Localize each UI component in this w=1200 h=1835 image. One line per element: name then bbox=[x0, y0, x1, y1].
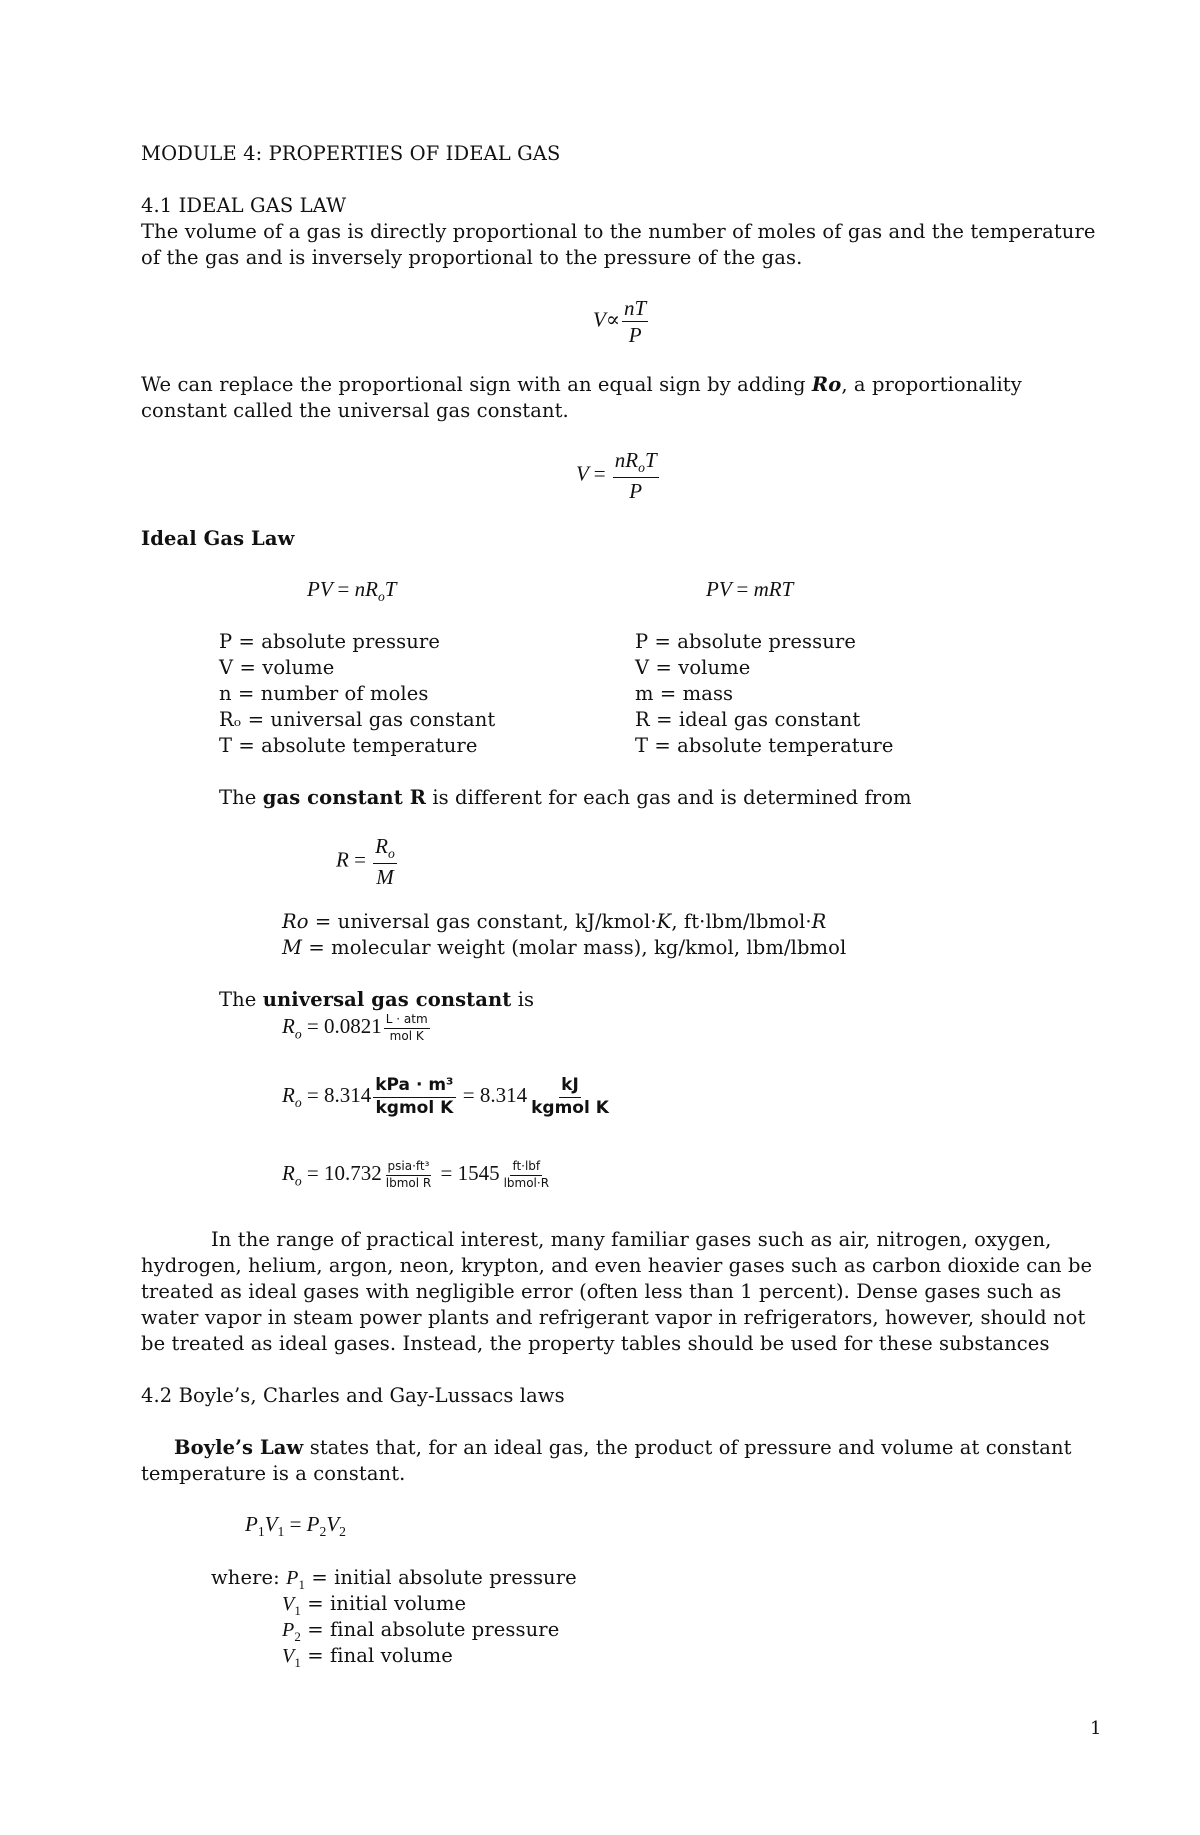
where-label: where: bbox=[211, 1566, 287, 1589]
right-def-1: P = absolute pressure bbox=[635, 630, 856, 653]
univ-a: The bbox=[219, 988, 263, 1011]
universal-constant-sentence bbox=[219, 987, 534, 1013]
proportionality-equation: V∝ $\frac{nT}{P}$ bbox=[593, 296, 647, 348]
where-line-3: $P_2$ = final absolute pressure bbox=[282, 1618, 560, 1644]
section-heading-gas-laws: 4.2 Boyle’s, Charles and Gay-Lussacs laws bbox=[141, 1384, 565, 1407]
ro-unit-1-den: mol K bbox=[389, 1028, 424, 1043]
where-line-4: $V_1$ = final volume bbox=[282, 1644, 453, 1670]
right-def-3: m = mass bbox=[635, 682, 734, 705]
paragraph-line-5: be treated as ideal gases. Instead, the property tables should be used for these substances bbox=[141, 1332, 1050, 1355]
right-def-5: T = absolute temperature bbox=[635, 734, 894, 757]
univ-b: is bbox=[511, 988, 535, 1011]
where-def-1: = initial absolute pressure bbox=[305, 1566, 577, 1589]
left-def-1: P = absolute pressure bbox=[219, 630, 440, 653]
boyle-text-1: states that, for an ideal gas, the product of pressure and volume at constant bbox=[303, 1436, 1072, 1459]
ro-value-equation-3: $R_o = 10.732$ $\frac{\text{psia·ft³}}{\text{lbmol R}}$ = 1545 $\frac{\text{ft·lbf}}{\text{lbmol·R}}$ bbox=[282, 1159, 550, 1190]
m-definition bbox=[282, 935, 846, 961]
ro-value-3b: 1545 bbox=[457, 1161, 500, 1186]
ro-symbol-text: Ro bbox=[811, 373, 842, 396]
equation-pv-mrt: PV = mRT bbox=[706, 577, 794, 601]
replace-text-b: , a proportionality bbox=[841, 373, 1022, 396]
boyle-equation: $P_1V_1 = P_2V_2$ bbox=[245, 1512, 346, 1540]
right-def-2: V = volume bbox=[635, 656, 751, 679]
ro-unit-3-num: psia·ft³ bbox=[386, 1160, 432, 1176]
ro-def-r: R bbox=[811, 910, 827, 933]
equation-pv-nrt: PV = $nR_oT$ bbox=[307, 577, 397, 605]
where-def-2: = initial volume bbox=[300, 1592, 467, 1615]
where-def-3: = final absolute pressure bbox=[300, 1618, 560, 1641]
ro-definition bbox=[282, 909, 826, 935]
ro-unit-3b-num: ft·lbf bbox=[510, 1160, 542, 1176]
ro-def-text: = universal gas constant, kJ/kmol· bbox=[308, 910, 657, 933]
gas-constant-equation: R = $\frac{R_o}{M}$ bbox=[336, 834, 395, 889]
left-def-5: T = absolute temperature bbox=[219, 734, 478, 757]
page-title: MODULE 4: PROPERTIES OF IDEAL GAS bbox=[141, 142, 561, 165]
gas-constant-sentence bbox=[219, 785, 912, 811]
ro-unit-2-num: kPa · m³ bbox=[373, 1076, 455, 1098]
boyle-law-bold: Boyle’s Law bbox=[174, 1436, 304, 1459]
left-def-2: V = volume bbox=[219, 656, 335, 679]
where-def-4: = final volume bbox=[300, 1644, 453, 1667]
intro-text-line-2: of the gas and is inversely proportional to the pressure of the gas. bbox=[141, 246, 803, 269]
paragraph-line-1: In the range of practical interest, many familiar gases such as air, nitrogen, oxygen, bbox=[211, 1228, 1052, 1251]
ro-value-3: 10.732 bbox=[324, 1161, 382, 1186]
intro-text-line-1: The volume of a gas is directly proportional to the number of moles of gas and the temperature bbox=[141, 220, 1096, 243]
univ-bold: universal gas constant bbox=[262, 988, 512, 1011]
ro-unit-2b-den: kgmol K bbox=[531, 1097, 609, 1118]
boyle-line-2: temperature is a constant. bbox=[141, 1462, 406, 1485]
ro-value-2b: 8.314 bbox=[479, 1082, 528, 1107]
right-def-4: R = ideal gas constant bbox=[635, 708, 861, 731]
ro-unit-3b-den: lbmol·R bbox=[503, 1175, 550, 1190]
gas-constant-b: is different for each gas and is determined from bbox=[426, 786, 912, 809]
gas-constant-a: The bbox=[219, 786, 263, 809]
replace-text-line-2: constant called the universal gas constant. bbox=[141, 399, 569, 422]
ro-value-equation-2: $R_o = 8.314$ $\frac{\text{kPa · m³}}{\text{kgmol K}}$ = 8.314 $\frac{kJ}{\text{kgmol K}}$ bbox=[282, 1075, 609, 1118]
ro-def-text2: , ft·lbm/lbmol· bbox=[671, 910, 812, 933]
left-def-3: n = number of moles bbox=[219, 682, 429, 705]
ro-value-equation-1: $R_o = 0.0821$ $\frac{\text{L · atm}}{\text{mol K}}$ bbox=[282, 1012, 428, 1043]
ideal-gas-law-label: Ideal Gas Law bbox=[141, 527, 295, 550]
page-number: 1 bbox=[1090, 1718, 1102, 1739]
paragraph-line-4: water vapor in steam power plants and refrigerant vapor in refrigerators, however, should not bbox=[141, 1306, 1086, 1329]
boyle-line-1 bbox=[174, 1435, 1072, 1461]
ideal-gas-volume-equation: V = $\frac{nR_oT}{P}$ bbox=[576, 448, 657, 503]
where-line-2: $V_1$ = initial volume bbox=[282, 1592, 467, 1618]
left-def-4: Rₒ = universal gas constant bbox=[219, 708, 496, 731]
ro-def-k: K bbox=[656, 910, 672, 933]
ro-def-symbol: Ro bbox=[282, 910, 309, 933]
replace-text-a: We can replace the proportional sign with an equal sign by adding bbox=[141, 373, 812, 396]
paragraph-line-3: treated as ideal gases with negligible error (often less than 1 percent). Dense gases such as bbox=[141, 1280, 1062, 1303]
m-def-symbol: M bbox=[282, 936, 303, 959]
ro-unit-2-den: kgmol K bbox=[375, 1097, 454, 1118]
ro-unit-3-den: lbmol R bbox=[385, 1175, 432, 1190]
ro-unit-2b-num: kJ bbox=[559, 1076, 581, 1098]
ro-unit-1-num: L · atm bbox=[384, 1013, 430, 1029]
paragraph-line-2: hydrogen, helium, argon, neon, krypton, and even heavier gases such as carbon dioxide can be bbox=[141, 1254, 1093, 1277]
replace-text-line-1 bbox=[141, 372, 1022, 398]
ro-value-2: 8.314 bbox=[324, 1082, 372, 1107]
where-line-1: where: $P_1$ = initial absolute pressure bbox=[211, 1566, 577, 1592]
section-heading-ideal-gas-law: 4.1 IDEAL GAS LAW bbox=[141, 194, 347, 217]
ro-value-1: 0.0821 bbox=[324, 1014, 382, 1039]
m-def-text: = molecular weight (molar mass), kg/kmol, lbm/lbmol bbox=[302, 936, 847, 959]
gas-constant-bold: gas constant R bbox=[262, 786, 427, 809]
